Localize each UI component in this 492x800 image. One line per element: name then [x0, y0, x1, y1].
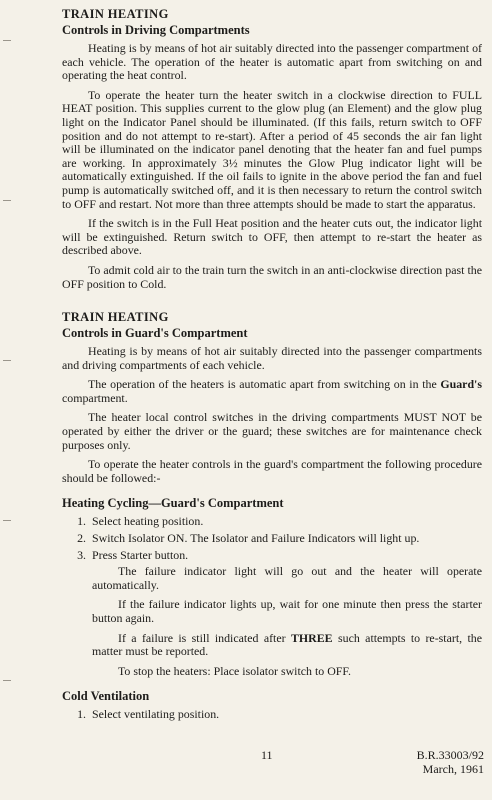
paragraph: To operate the heater controls in the guard's compartment the following procedure should be followed:-	[62, 457, 482, 485]
section-subtitle: Controls in Driving Compartments	[62, 23, 250, 37]
list-item	[62, 549, 482, 563]
paragraph-text: such attempts to re-start, the matter must be reported.	[92, 630, 482, 659]
step-detail: To stop the heaters: Place isolator switch to OFF.	[118, 663, 352, 678]
step-detail	[92, 632, 482, 659]
step-detail: If the failure indicator lights up, wait for one minute then press the starter button again.	[92, 597, 482, 625]
step-text: Press Starter button.	[92, 547, 189, 562]
step-number: 3.	[77, 547, 86, 562]
paragraph: The heater local control switches in the driving compartments MUST NOT be operated by either the driver or the guard; these switches are for maintenance check purposes only.	[62, 410, 482, 452]
step-text: Select ventilating position.	[92, 707, 220, 722]
paragraph: To admit cold air to the train turn the switch in an anti-clockwise direction past the OFF position to Cold.	[62, 262, 482, 291]
paragraph: To operate the heater turn the heater switch in a clockwise direction to FULL HEAT position. This supplies current to the glow plug (an Element) and the glow plug light on the Indicator Panel should be illuminated. (If this fails, return switch to OFF position and do not attempt to re-start). After a period of 45 seconds the air fan light will be illuminated on the indicator panel denoting that the heater fan and fuel pumps are working. In approximately 3½ minutes the Glow Plug indicator light will be automatically extinguished. If the oil fails to ignite in the above period the fan and fuel pump is automatically switched off, and it is then necessary to return the control switch to OFF and restart. Not more than three attempts should be made to start the apparatus.	[62, 87, 482, 211]
list-item	[62, 532, 482, 546]
section-title: TRAIN HEATING	[62, 7, 169, 21]
section-spacer	[62, 297, 482, 309]
procedure-title: Cold Ventilation	[62, 689, 150, 704]
document-reference	[417, 748, 484, 776]
procedure-title: Heating Cycling—Guard's Compartment	[62, 496, 284, 511]
section-title: TRAIN HEATING	[62, 310, 169, 325]
section-subtitle: Controls in Guard's Compartment	[62, 326, 248, 341]
paragraph: Heating is by means of hot air suitably directed into the passenger compartment of each vehicle. The operation of the heater is automatic apart from switching on and operating the heat control.	[62, 41, 482, 83]
emphasis-text: Guard's	[440, 377, 482, 392]
page-edge-mark	[3, 40, 11, 41]
page-edge-mark	[3, 520, 11, 521]
paragraph: If the switch is in the Full Heat position and the heater cuts out, the indicator light will be extinguished. Return switch to OFF, then attempt to re-start the heater as described above.	[62, 216, 482, 258]
doc-ref: B.R.33003/92	[416, 748, 484, 762]
step-text: Switch Isolator ON. The Isolator and Failure Indicators will light up.	[92, 531, 420, 546]
page-edge-mark	[3, 680, 11, 681]
list-item	[62, 515, 482, 529]
procedure-steps	[62, 515, 482, 562]
step-number: 2.	[77, 531, 86, 546]
page-edge-mark	[3, 360, 11, 361]
step-text: Select heating position.	[92, 514, 204, 529]
step-number: 1.	[77, 707, 86, 722]
step-detail: The failure indicator light will go out and the heater will operate automatically.	[92, 564, 482, 592]
step-number: 1.	[77, 514, 86, 529]
list-item	[62, 708, 482, 722]
page-edge-mark	[3, 200, 11, 201]
paragraph	[62, 378, 482, 405]
paragraph-text: The operation of the heaters is automatic apart from switching on in the	[88, 377, 441, 392]
paragraph: Heating is by means of hot air suitably directed into the passenger compartments and driving compartments of each vehicle.	[62, 344, 482, 372]
procedure-steps	[62, 708, 482, 722]
paragraph-text: compartment.	[62, 390, 128, 405]
emphasis-text: THREE	[290, 630, 333, 645]
page-content	[62, 6, 482, 725]
page-number: 11	[261, 748, 273, 762]
doc-date: March, 1961	[422, 762, 484, 776]
page-footer	[0, 748, 492, 788]
paragraph-text: If a failure is still indicated after	[118, 630, 291, 645]
